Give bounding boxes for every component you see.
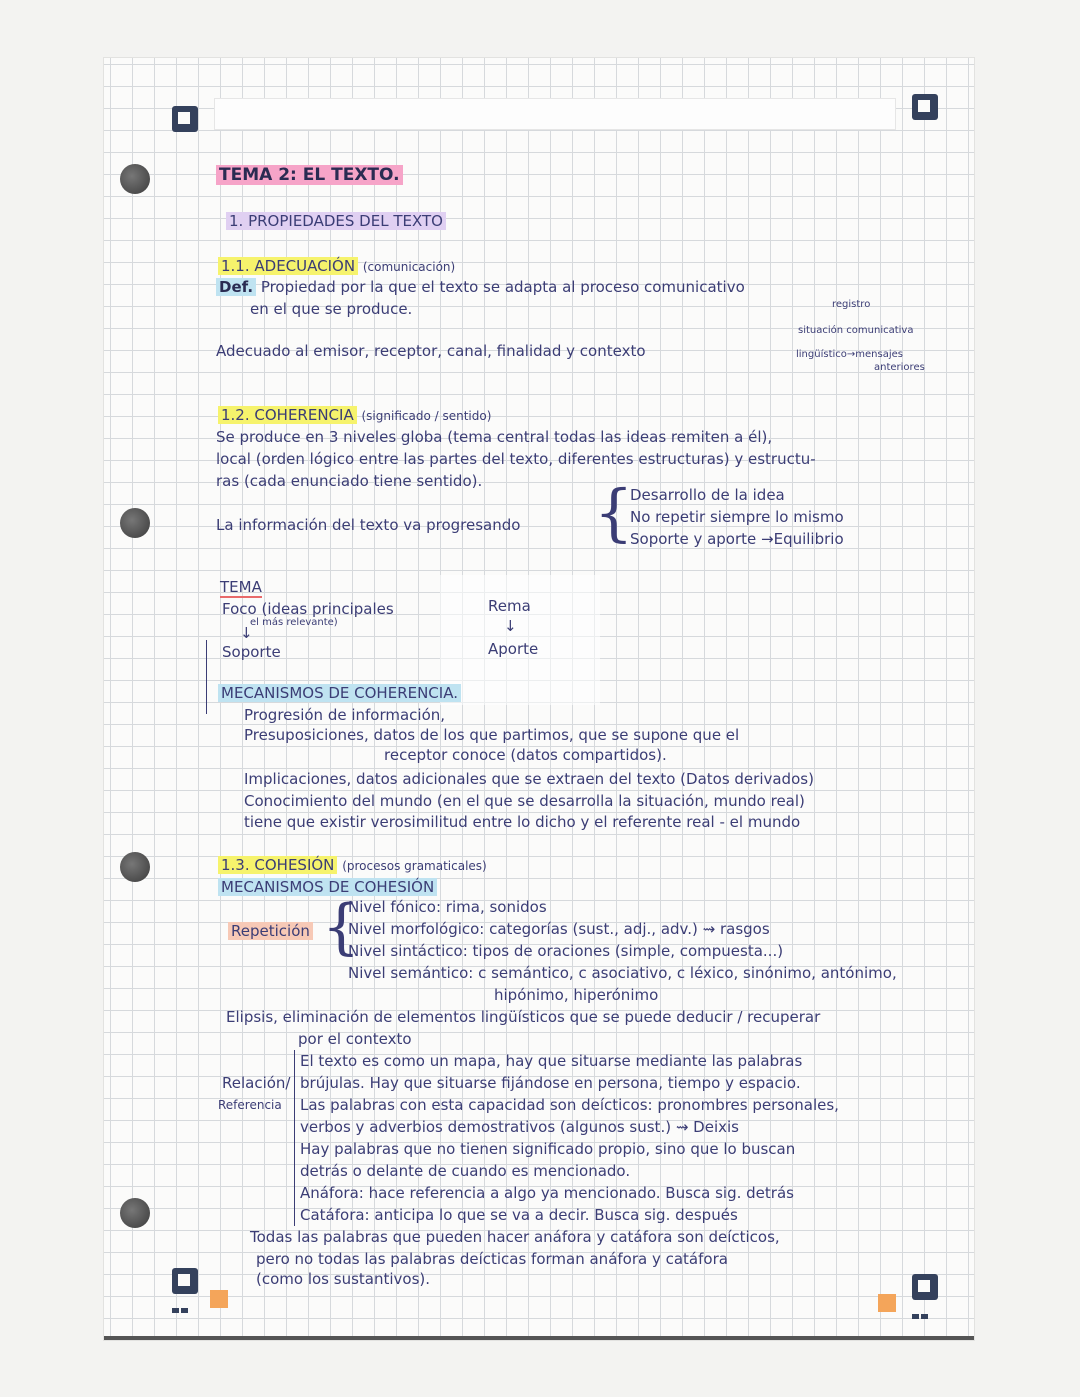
marker-dots-icon <box>172 1298 198 1303</box>
coherencia-line: Se produce en 3 niveles globa (tema central todas las ideas remiten a él), <box>216 428 773 446</box>
nivel-line: Nivel sintáctico: tipos de oraciones (simple, compuesta...) <box>348 942 784 960</box>
elipsis-line: Elipsis, eliminación de elementos lingüísticos que se puede deducir / recuperar <box>226 1008 821 1026</box>
page-bottom-edge <box>104 1336 974 1340</box>
linguistico-label: lingüístico→mensajes <box>796 349 903 360</box>
section-heading: 1. PROPIEDADES DEL TEXTO <box>226 212 446 230</box>
brace: { <box>594 476 634 549</box>
referencia-line: Las palabras con esta capacidad son deícticos: pronombres personales, <box>300 1096 839 1114</box>
coherencia-line: ras (cada enunciado tiene sentido). <box>216 472 483 490</box>
final-line: Todas las palabras que pueden hacer anáfora y catáfora son deícticos, <box>250 1228 780 1246</box>
corner-marker-icon <box>172 106 198 132</box>
binder-hole <box>120 852 150 882</box>
mecanismos-cohesion-heading: MECANISMOS DE COHESIÓN <box>218 878 437 896</box>
nivel-line: Nivel morfológico: categorías (sust., adj., adv.) ⇝ rasgos <box>348 920 770 938</box>
adecuacion-heading: 1.1. ADECUACIÓN (comunicación) <box>218 257 455 276</box>
mecanismos-coherencia-heading: MECANISMOS DE COHERENCIA. <box>218 684 461 702</box>
coherencia-heading: 1.2. COHERENCIA (significado / sentido) <box>218 406 491 425</box>
repeticion-label: Repetición <box>228 922 313 940</box>
registro-label: registro <box>832 299 871 310</box>
relacion-label: Relación/ <box>222 1074 291 1092</box>
referencia-label: Referencia <box>218 1098 282 1112</box>
progresa-text: La información del texto va progresando <box>216 516 521 534</box>
binder-hole <box>120 164 150 194</box>
aporte-label: Aporte <box>488 640 539 658</box>
orange-square-icon <box>210 1290 228 1308</box>
corner-marker-icon <box>912 94 938 120</box>
orange-square-icon <box>878 1294 896 1312</box>
mecanismo-line: tiene que existir verosimilitud entre lo dicho y el referente real - el mundo <box>244 813 801 831</box>
bracket-line <box>294 1050 295 1226</box>
referencia-line: El texto es como un mapa, hay que situarse mediante las palabras <box>300 1052 803 1070</box>
mecanismo-line: Progresión de información, <box>244 706 446 724</box>
referencia-line: detrás o delante de cuando es mencionado. <box>300 1162 631 1180</box>
adecuacion-definition-cont: en el que se produce. <box>250 300 413 318</box>
elipsis-line: por el contexto <box>298 1030 412 1048</box>
binder-hole <box>120 1198 150 1228</box>
tema-label: TEMA <box>220 578 262 596</box>
binder-hole <box>120 508 150 538</box>
nivel-line: Nivel semántico: c semántico, c asociativo, c léxico, sinónimo, antónimo, <box>348 964 897 982</box>
down-arrow-icon: ↓ <box>504 617 517 635</box>
corner-marker-icon <box>172 1268 198 1294</box>
nivel-line-cont: hipónimo, hiperónimo <box>494 986 659 1004</box>
referencia-line: verbos y adverbios demostrativos (algunos sust.) ⇝ Deixis <box>300 1118 739 1136</box>
corner-marker-icon <box>912 1274 938 1300</box>
page-title: TEMA 2: EL TEXTO. <box>216 166 403 184</box>
progresa-item: No repetir siempre lo mismo <box>630 508 844 526</box>
referencia-line: Hay palabras que no tienen significado propio, sino que lo buscan <box>300 1140 796 1158</box>
mecanismo-line: Presuposiciones, datos de los que partimos, que se supone que el <box>244 726 740 744</box>
foco-label: Foco (ideas principales <box>222 600 394 618</box>
adecuacion-definition: Def. Propiedad por la que el texto se adapta al proceso comunicativo <box>216 278 745 296</box>
referencia-line: brújulas. Hay que situarse fijándose en persona, tiempo y espacio. <box>300 1074 801 1092</box>
adecuacion-line: Adecuado al emisor, receptor, canal, finalidad y contexto <box>216 342 646 360</box>
situacion-label: situación comunicativa <box>798 325 914 336</box>
soporte-label: Soporte <box>222 643 281 661</box>
referencia-line: Catáfora: anticipa lo que se va a decir. Busca sig. después <box>300 1206 738 1224</box>
referencia-line: Anáfora: hace referencia a algo ya mencionado. Busca sig. detrás <box>300 1184 794 1202</box>
mecanismo-line: Conocimiento del mundo (en el que se desarrolla la situación, mundo real) <box>244 792 805 810</box>
cohesion-heading: 1.3. COHESIÓN (procesos gramaticales) <box>218 856 487 875</box>
header-box <box>214 98 896 130</box>
brace: { <box>322 892 361 962</box>
mecanismo-line: receptor conoce (datos compartidos). <box>384 746 667 764</box>
coherencia-line: local (orden lógico entre las partes del texto, diferentes estructuras) y estructu- <box>216 450 816 468</box>
final-line: (como los sustantivos). <box>256 1270 431 1288</box>
bracket-line <box>206 640 207 714</box>
foco-sub-label: el más relevante) <box>250 617 338 628</box>
rema-label: Rema <box>488 597 531 615</box>
anteriores-label: anteriores <box>874 362 925 373</box>
marker-dots-icon <box>912 1304 938 1309</box>
final-line: pero no todas las palabras deícticas forman anáfora y catáfora <box>256 1250 728 1268</box>
nivel-line: Nivel fónico: rima, sonidos <box>348 898 547 916</box>
mecanismo-line: Implicaciones, datos adicionales que se extraen del texto (Datos derivados) <box>244 770 814 788</box>
progresa-item: Desarrollo de la idea <box>630 486 785 504</box>
down-arrow-icon: ↓ <box>240 624 253 642</box>
progresa-item: Soporte y aporte →Equilibrio <box>630 530 844 548</box>
